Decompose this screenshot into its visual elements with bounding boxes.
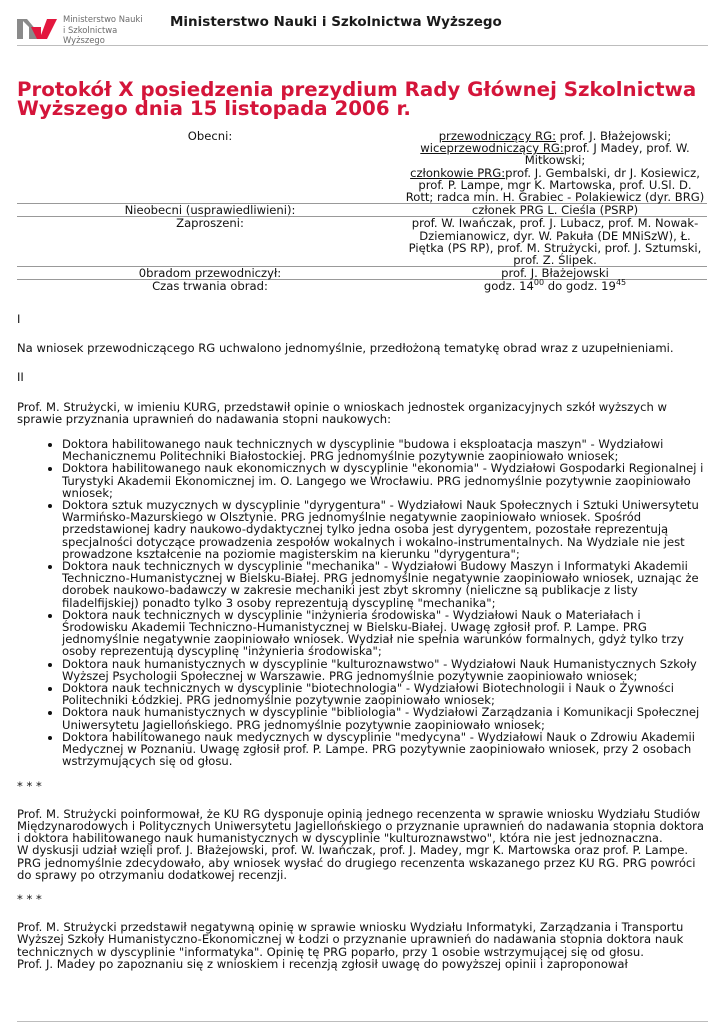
chaired-row <box>17 267 707 280</box>
list-item: • Doktora sztuk muzycznych w dyscyplinie "dyrygentura" - Wydziałowi Nauk Społecznych i Sztuki Uniwersytetu Warmińsko-Mazurskiego w Olsztynie. PRG jednomyślnie negatywnie zaopiniowało wniosek. Spośród przedstawionej kadry naukowo-dydaktycznej tylko jedna osoba jest dyrygentem, pozostałe reprezentują specjalności dotyczące prowadzenia zespołów wokalnych i wokalno-instrumentalnych. Na Wydziale nie jest prowadzone kształcenie na poziomie magisterskim na kierunku "dyrygentura"; <box>62 499 710 560</box>
header-divider <box>17 45 708 46</box>
present-label: Obecni: <box>187 129 233 143</box>
invited-value: prof. W. Iwańczak, prof. J. Lubacz, prof. M. Nowak-Dziemianowicz, dyr. W. Pakuła (DE MNiSzW), Ł. Piętka (PS RP), prof. M. Strużycki, prof. J. Sztumski, prof. Z. Ślipek. <box>403 217 707 267</box>
list-item: • Doktora habilitowanego nauk technicznych w dyscyplinie "budowa i eksploatacja maszyn" - Wydziałowi Mechanicznemu Politechniki Białostockiej. PRG jednomyślnie pozytywnie zaopiniowało wniosek; <box>62 438 710 462</box>
chaired-value: prof. J. Błażejowski <box>403 267 707 280</box>
page-header <box>0 0 725 44</box>
members-names: prof. J. Gembalski, dr J. Kosiewicz, prof. P. Lampe, mgr K. Martowska, prof. U.Sl. D. Rott; radca min. H. Grabiec - Polakiewicz (dyr. BRG) <box>405 165 705 205</box>
duration-label: Czas trwania obrad: <box>17 280 403 293</box>
logo-text <box>63 14 155 46</box>
absent-value: członek PRG L. Cieśla (PSRP) <box>403 204 707 217</box>
ministry-logo-icon <box>17 17 57 39</box>
ministry-name: Ministerstwo Nauki i Szkolnictwa Wyższego <box>170 14 502 30</box>
list-item: • Doktora nauk humanistycznych w dyscyplinie "kulturoznawstwo" - Wydziałowi Nauk Humanistycznych Szkoły Wyższej Psychologii Społecznej w Warszawie. PRG jednomyślnie pozytywnie zaopiniowało wniosek; <box>62 658 710 682</box>
duration-value <box>403 280 707 293</box>
list-item: • Doktora nauk humanistycznych w dyscyplinie "bibliologia" - Wydziałowi Zarządzania i Komunikacji Społecznej Uniwersytetu Jagiellońskiego. PRG jednomyślnie pozytywnie zaopiniowało wniosek; <box>62 706 710 730</box>
chair-role: przewodniczący RG: <box>438 129 556 143</box>
present-row <box>17 130 707 204</box>
absent-label: Nieobecni (usprawiedliwieni): <box>17 204 403 217</box>
protocol-body <box>17 313 710 970</box>
duration-prefix: godz. 14 <box>483 279 534 294</box>
section1-numeral: I <box>17 312 21 326</box>
invited-row <box>17 217 707 267</box>
opinions-list <box>17 438 710 767</box>
list-item: • Doktora habilitowanego nauk medycznych w dyscyplinie "medycyna" - Wydziałowi Nauk o Zdrowiu Akademii Medycznej w Poznaniu. Uwagę zgłosił prof. P. Lampe. PRG pozytywnie zaopiniowało wniosek, przy 2 osobach wstrzymujących się od głosu. <box>62 731 710 768</box>
section2-numeral: II <box>17 370 24 385</box>
meeting-info-table <box>17 130 707 293</box>
chair-name: prof. J. Błażejowski; <box>555 129 672 143</box>
paragraph: W dyskusji udział wzięli prof. J. Błażejowski, prof. W. Iwańczak, prof. J. Madey, mgr K. Martowska oraz prof. P. Lampe. <box>17 843 689 858</box>
ministry-logo[interactable] <box>17 14 155 45</box>
section1-text: Na wniosek przewodniczącego RG uchwalono jednomyślnie, przedłożoną tematykę obrad wraz z uzupełnieniami. <box>17 341 674 356</box>
duration-row <box>17 280 707 293</box>
vice-role: wiceprzewodniczący RG: <box>420 141 564 156</box>
paragraph: Prof. J. Madey po zapoznaniu się z wnioskiem i recenzją zgłosił uwagę do powyższej opinii i zaproponował <box>17 956 628 971</box>
section-separator: * * * <box>17 778 42 793</box>
members-role: członkowie PRG: <box>410 165 506 180</box>
list-item: • Doktora nauk technicznych w dyscyplinie "biotechnologia" - Wydziałowi Biotechnologii i Nauk o Żywności Politechniki Łódzkiej. PRG jednomyślnie pozytywnie zaopiniowało wniosek; <box>62 682 710 706</box>
list-item: • Doktora nauk technicznych w dyscyplinie "inżynieria środowiska" - Wydziałowi Nauk o Materiałach i Środowisku Akademii Techniczno-Humanistycznej w Bielsku-Białej. Uwagę zgłosił prof. P. Lampe. PRG jednomyślnie negatywnie zaopiniowało wniosek. Wydział nie spełnia warunków formalnych, gdyż tylko trzy osoby reprezentują dyscyplinę "inżynieria środowiska"; <box>62 609 710 658</box>
list-item: • Doktora nauk technicznych w dyscyplinie "mechanika" - Wydziałowi Budowy Maszyn i Informatyki Akademii Techniczno-Humanistycznej w Bielsku-Białej. PRG jednomyślnie negatywnie zaopiniowało wniosek, uznając że dorobek naukowo-badawczy w zakresie mechaniki jest zbyt skromny (nieliczne są publikacje z listy filadelfijskiej) ponadto tylko 3 osoby reprezentują dyscyplinę "mechanika"; <box>62 560 710 609</box>
logo-line1: Ministerstwo Nauki <box>63 14 143 24</box>
duration-middle: do godz. 19 <box>544 279 616 294</box>
absent-row <box>17 204 707 217</box>
paragraph: PRG jednomyślnie zdecydowało, aby wniosek wysłać do drugiego recenzenta wskazanego przez KU RG. PRG powróci do sprawy po otrzymaniu dodatkowej recenzji. <box>17 855 696 882</box>
paragraph: Prof. M. Strużycki przedstawił negatywną opinię w sprawie wniosku Wydziału Informatyki, Zarządzania i Transportu Wyższej Szkoły Humanistyczno-Ekonomicznej w Łodzi o przyznanie uprawnień do nadawania stopnia doktora nauk technicznych w dyscyplinie "informatyka". Opinię tę PRG poparło, przy 1 osobie wstrzymującej się od głosu. <box>17 920 684 959</box>
invited-label: Zaproszeni: <box>17 217 403 267</box>
page-title: Protokół X posiedzenia prezydium Rady Głównej Szkolnictwa Wyższego dnia 15 listopada 2006 r. <box>17 78 697 120</box>
section-separator: * * * <box>17 891 42 906</box>
present-value <box>403 130 707 204</box>
duration-end-sup: 45 <box>615 278 627 288</box>
paragraph: Prof. M. Strużycki poinformował, że KU RG dysponuje opinią jednego recenzenta w sprawie wniosku Wydziału Studiów Międzynarodowych i Politycznych Uniwersytetu Jagiellońskiego o przyznanie uprawnień do nadawania stopnia doktora i doktora habilitowanego nauk humanistycznych w dyscyplinie "kulturoznawstwo", która nie jest jednoznaczna. <box>17 806 705 846</box>
logo-line2: i Szkolnictwa Wyższego <box>63 24 118 45</box>
duration-start-sup: 00 <box>533 278 545 288</box>
vice-name: prof. J Madey, prof. W. Mitkowski; <box>524 141 690 168</box>
list-item: • Doktora habilitowanego nauk ekonomicznych w dyscyplinie "ekonomia" - Wydziałowi Gospodarki Regionalnej i Turystyki Akademii Ekonomicznej im. O. Langego we Wrocławiu. PRG jednomyślnie pozytywnie zaopiniowało wniosek; <box>62 462 710 499</box>
section2-intro: Prof. M. Strużycki, w imieniu KURG, przedstawił opinie o wnioskach jednostek organizacyjnych szkół wyższych w sprawie przyznania uprawnień do nadawania stopni naukowych: <box>17 399 668 426</box>
footer-divider <box>17 1021 708 1022</box>
chaired-label: 0bradom przewodniczył: <box>17 267 403 280</box>
